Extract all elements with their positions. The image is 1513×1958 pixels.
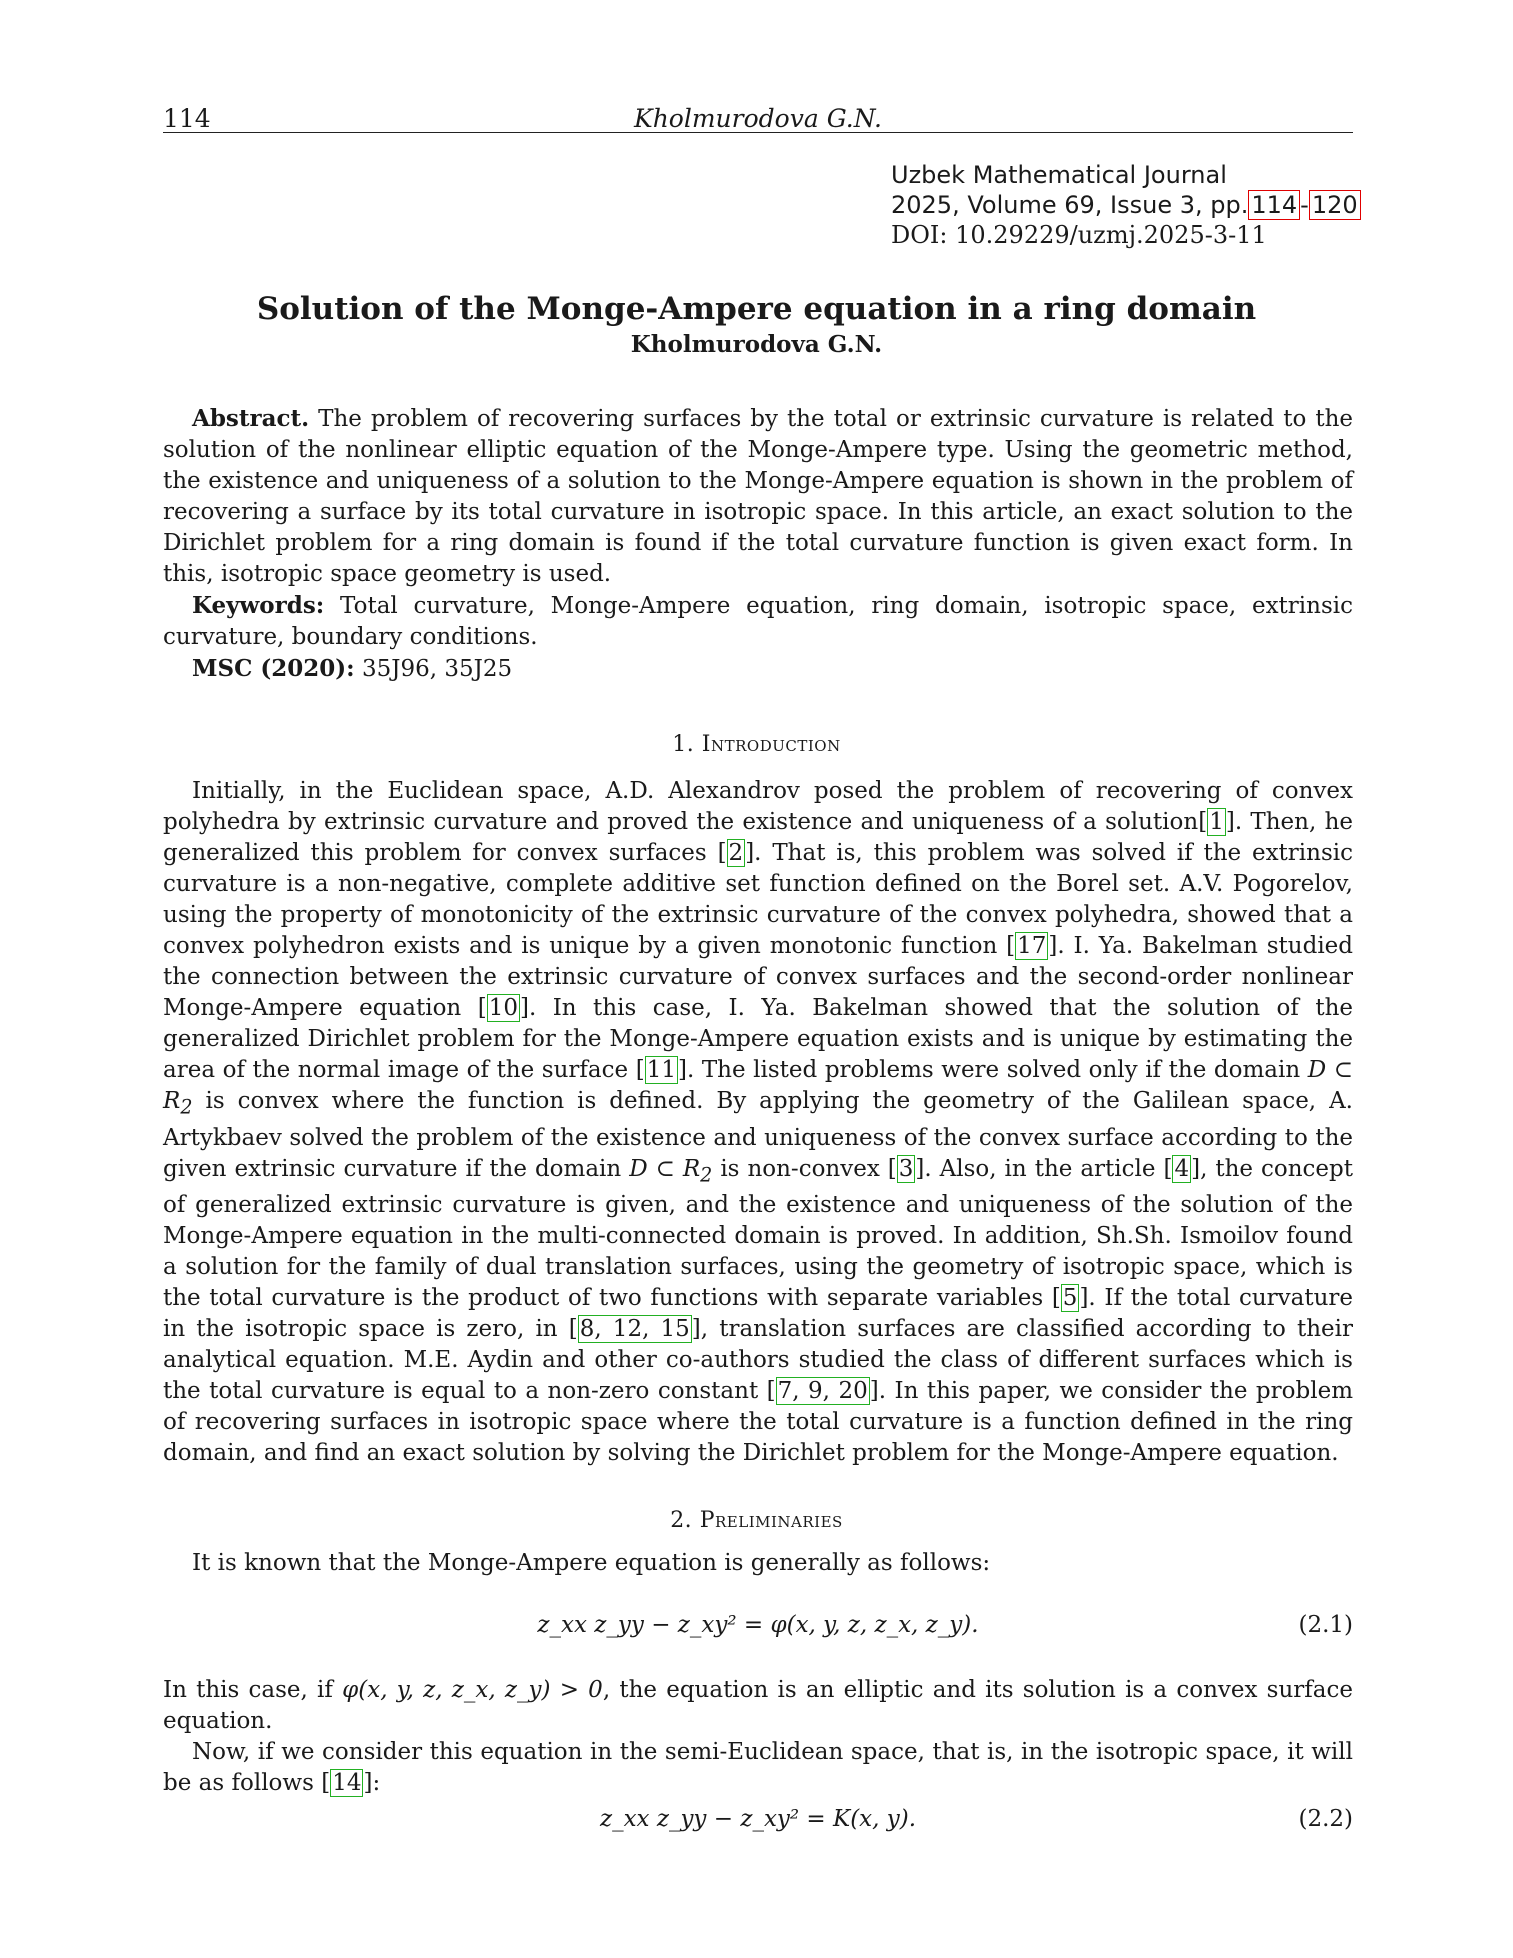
citation-link[interactable]: 10 (488, 995, 518, 1021)
citation-link[interactable]: 17 (1017, 933, 1047, 959)
paper-author: Kholmurodova G.N. (630, 331, 883, 358)
equation-body: z_xx z_yy − z_xy² = φ(x, y, z, z_x, z_y). (537, 1612, 979, 1638)
citation-link[interactable]: 2 (728, 840, 744, 866)
section-title: Introduction (701, 732, 841, 757)
msc-label: MSC (2020): (192, 655, 355, 682)
abstract-text: The problem of recovering surfaces by the total or extrinsic curvature is related to the solution of the nonlinear elliptic equation of the Monge-Ampere type. Using the geometric method, the existence and uniqueness of a solution to the Monge-Ampere equation is shown in the problem of recovering a surface by its total curvature in isotropic space. In this article, an exact solution to the Dirichlet problem for a ring domain is found if the total curvature function is given exact form. In this, isotropic space geometry is used. (163, 406, 1354, 587)
equation-number: (2.2) (1298, 1806, 1353, 1832)
text-run: . That is, this problem was solved if the extrinsic curvature is a non-negative, complete additive set function defined on the Borel set. A.V. Pogorelov, using the property of monotonicity of the extrinsic curvature of the convex polyhedra, showed that a convex polyhedron exists and is unique by a given monotonic function (163, 840, 1353, 959)
section-title: Preliminaries (699, 1508, 843, 1533)
page-end-link[interactable]: 120 (1309, 190, 1361, 220)
text-run: , the equation is an elliptic and its solution is a convex surface equation. (163, 1677, 1354, 1734)
text-run: . The listed problems were solved only if the domain (686, 1057, 1308, 1083)
page-number: 114 (163, 104, 211, 133)
text-run: , translation surfaces are classified according to their analytical equation. M.E. Aydin and other co-authors studied the class of different surfaces which is the total curvature is equal to a non-zero constant (163, 1316, 1353, 1405)
paper-title: Solution of the Monge-Ampere equation in a ring domain (256, 291, 1257, 327)
page-start-link[interactable]: 114 (1248, 190, 1300, 220)
journal-info (891, 160, 1361, 250)
math-subscript: 2 (180, 1095, 193, 1119)
citation-link[interactable]: 11 (646, 1057, 676, 1083)
preliminaries-intro (163, 1548, 1353, 1579)
equation-2-1 (163, 1612, 1353, 1646)
citation-link[interactable]: 3 (898, 1155, 914, 1182)
citation-link[interactable]: 14 (332, 1770, 362, 1796)
msc (163, 653, 1353, 685)
text-run: . Also, in the article (924, 1155, 1164, 1182)
keywords-label: Keywords: (192, 592, 325, 619)
abstract (163, 403, 1353, 590)
running-head-author: Kholmurodova G.N. (634, 104, 882, 133)
text-run: . If the total curvature in the isotropic space is zero, in (163, 1285, 1354, 1343)
abstract-block (163, 403, 1353, 685)
equation-number: (2.1) (1298, 1612, 1353, 1638)
citation-link[interactable]: 7, 9, 20 (777, 1378, 868, 1405)
abstract-label: Abstract. (192, 405, 310, 432)
journal-doi: DOI: 10.29229/uzmj.2025-3-11 (891, 221, 1267, 249)
text-run: Initially, in the Euclidean space, A.D. Alexandrov posed the problem of recovering of convex polyhedra by extrinsic curvature and proved the existence and uniqueness of a solution (163, 778, 1353, 835)
text-run: is convex where the function is defined. By applying the geometry of the Galilean space, A. Artykbaev solved the problem of the existence and uniqueness of the convex surface according to the given extrinsic curvature if the domain (163, 1088, 1353, 1182)
inline-math: φ(x, y, z, z_x, z_y) > 0 (342, 1677, 603, 1703)
journal-issue (891, 190, 1361, 220)
math-text: D ⊂ R (163, 1057, 1353, 1114)
paragraph: Now, if we consider this equation in the semi-Euclidean space, that is, in the isotropic space, it will be as follows [14]: (163, 1739, 1353, 1796)
equation-body: z_xx z_yy − z_xy² = K(x, y). (599, 1806, 917, 1832)
citation-link[interactable]: 8, 12, 15 (579, 1316, 690, 1343)
section-number: 2. (670, 1508, 693, 1533)
text-run: Now, if we consider this equation in the semi-Euclidean space, that is, in the isotropic space, it will be as follows (163, 1739, 1353, 1796)
running-head (163, 104, 1353, 133)
citation-link[interactable]: 4 (1174, 1155, 1190, 1182)
text-run: : (372, 1770, 381, 1796)
msc-text: 35J96, 35J25 (361, 656, 513, 682)
introduction-paragraph: Initially, in the Euclidean space, A.D. Alexandrov posed the problem of recovering of convex polyhedra by extrinsic curvature and proved the existence and uniqueness of a solution[1]. Then, he generalized this problem for convex surfaces [2]. That is, this problem was solved if the extrinsic curvature is a non-negative, complete additive set function defined on the Borel set. A.V. Pogorelov, using the property of monotonicity of the extrinsic curvature of the convex polyhedra, showed that a convex polyhedron exists and is unique by a given monotonic function [17]. I. Ya. Bakelman studied the connection between the extrinsic curvature of convex surfaces and the second-order nonlinear Monge-Ampere equation [10]. In this case, I. Ya. Bakelman showed that the solution of the generalized Dirichlet problem for the Monge-Ampere equation exists and is unique by estimating the area of the normal image of the surface [11]. The listed problems were solved only if the domain D ⊂ $R_2$ is convex where the function is defined. By applying the geometry of the Galilean space, A. Artykbaev solved the problem of the existence and uniqueness of the convex surface according to the given extrinsic curvature if the domain D ⊂ $R_2$ is non-convex [3]. Also, in the article [4], the concept of generalized extrinsic curvature is given, and the existence and uniqueness of the solution of the Monge-Ampere equation in the multi-connected domain is proved. In addition, Sh.Sh. Ismoilov found a solution for the family of dual translation surfaces, using the geometry of isotropic space, which is the total curvature is the product of two functions with separate variables [5]. If the total curvature in the isotropic space is zero, in [8, 12, 15], translation surfaces are classified according to their analytical equation. M.E. Aydin and other co-authors studied the class of different surfaces which is the total curvature is equal to a non-zero constant [7, 9, 20]. In this paper, we consider the problem of recovering surfaces in isotropic space where the total curvature is a function defined in the ring domain, and find an exact solution by solving the Dirichlet problem for the Monge-Ampere equation. (163, 778, 1354, 1467)
introduction-body (163, 776, 1353, 1469)
keywords (163, 590, 1353, 653)
section-heading-preliminaries (0, 1508, 1513, 1533)
text-run: . I. Ya. Bakelman studied the connection between the extrinsic curvature of convex surfaces and the second-order nonlinear Monge-Ampere equation (163, 933, 1354, 1021)
preliminaries-body (163, 1675, 1353, 1799)
text-run: . Then, he generalized this problem for convex surfaces (163, 809, 1353, 866)
page-separator: - (1300, 191, 1309, 219)
math-subscript: 2 (700, 1163, 713, 1187)
paragraph (163, 1675, 1353, 1737)
keywords-text: Total curvature, Monge-Ampere equation, ring domain, isotropic space, extrinsic curvature, boundary conditions. (163, 593, 1353, 650)
text-run: In this case, if (163, 1677, 343, 1703)
paragraph: It is known that the Monge-Ampere equation is generally as follows: (192, 1550, 991, 1576)
citation-link[interactable]: 5 (1062, 1285, 1078, 1312)
text-run: , the concept of generalized extrinsic curvature is given, and the existence and uniqueness of the solution of the Monge-Ampere equation in the multi-connected domain is proved. In addition, Sh.Sh. Ismoilov found a solution for the family of dual translation surfaces, using the geometry of isotropic space, which is the total curvature is the product of two functions with separate variables (163, 1155, 1353, 1312)
section-number: 1. (672, 732, 695, 757)
text-run: is non-convex (712, 1155, 888, 1182)
citation-link[interactable]: 1 (1209, 809, 1224, 835)
text-run: . In this case, I. Ya. Bakelman showed that the solution of the generalized Dirichlet problem for the Monge-Ampere equation exists and is unique by estimating the area of the normal image of the surface (163, 995, 1354, 1083)
equation-2-2 (163, 1806, 1353, 1840)
math-text: D ⊂ R (629, 1155, 701, 1182)
text-run: . In this paper, we consider the problem of recovering surfaces in isotropic space where the total curvature is a function defined in the ring domain, and find an exact solution by solving the Dirichlet problem for the Monge-Ampere equation. (163, 1378, 1353, 1467)
section-heading-introduction (0, 732, 1513, 757)
journal-name: Uzbek Mathematical Journal (891, 161, 1227, 189)
inline-math (629, 1155, 713, 1187)
journal-issue-text: 2025, Volume 69, Issue 3, pp. (891, 191, 1249, 219)
